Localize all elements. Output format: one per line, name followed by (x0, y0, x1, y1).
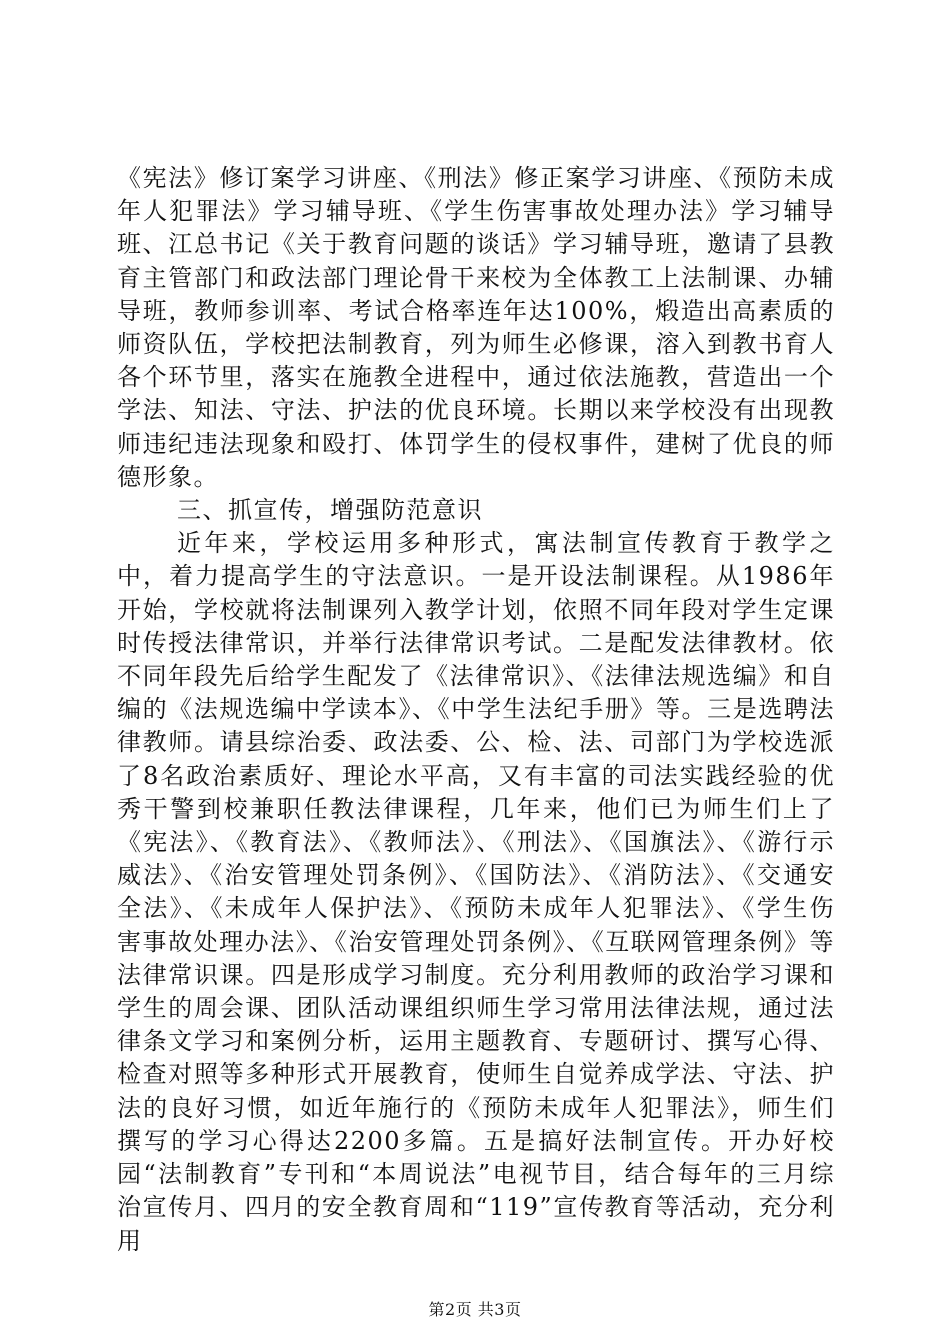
section-paragraph: 近年来，学校运用多种形式，寓法制宣传教育于教学之中，着力提高学生的守法意识。一是开设法制课程。从1986年开始，学校就将法制课列入教学计划，依照不同年段对学生定课时传授法律常识，并举行法律常识考试。二是配发法律教材。依不同年段先后给学生配发了《法律常识》、《法律法规选编》和自编的《法规选编中学读本》、《中学生法纪手册》等。三是选聘法律教师。请县综治委、政法委、公、检、法、司部门为学校选派了8名政治素质好、理论水平高，又有丰富的司法实践经验的优秀干警到校兼职任教法律课程，几年来，他们已为师生们上了《宪法》、《教育法》、《教师法》、《刑法》、《国旗法》、《游行示威法》、《治安管理处罚条例》、《国防法》、《消防法》、《交通安全法》、《未成年人保护法》、《预防未成年人犯罪法》、《学生伤害事故处理办法》、《治安管理处罚条例》、《互联网管理条例》等法律常识课。四是形成学习制度。充分利用教师的政治学习课和学生的周会课、团队活动课组织师生学习常用法律法规，通过法律条文学习和案例分析，运用主题教育、专题研讨、撰写心得、检查对照等多种形式开展教育，使师生自觉养成学法、守法、护法的良好习惯，如近年施行的《预防未成年人犯罪法》，师生们撰写的学习心得达2200多篇。五是搞好法制宣传。开办好校园“法制教育”专刊和“本周说法”电视节目，结合每年的三月综治宣传月、四月的安全教育周和“119”宣传教育等活动，充分利用 (117, 529, 835, 1255)
document-body (117, 162, 835, 1258)
section-heading: 三、抓宣传，增强防范意识 (177, 496, 483, 525)
continued-paragraph: 《宪法》修订案学习讲座、《刑法》修正案学习讲座、《预防未成年人犯罪法》学习辅导班、《学生伤害事故处理办法》学习辅导班、江总书记《关于教育问题的谈话》学习辅导班，邀请了县教育主管部门和政法部门理论骨干来校为全体教工上法制课、办辅导班，教师参训率、考试合格率连年达100%，煅造出高素质的师资队伍，学校把法制教育，列为师生必修课，溶入到教书育人各个环节里，落实在施教全进程中，通过依法施教，营造出一个学法、知法、守法、护法的优良环境。长期以来学校没有出现教师违纪违法现象和殴打、体罚学生的侵权事件，建树了优良的师德形象。 (117, 164, 835, 491)
page-number-footer: 第2页 共3页 (428, 1300, 522, 1319)
